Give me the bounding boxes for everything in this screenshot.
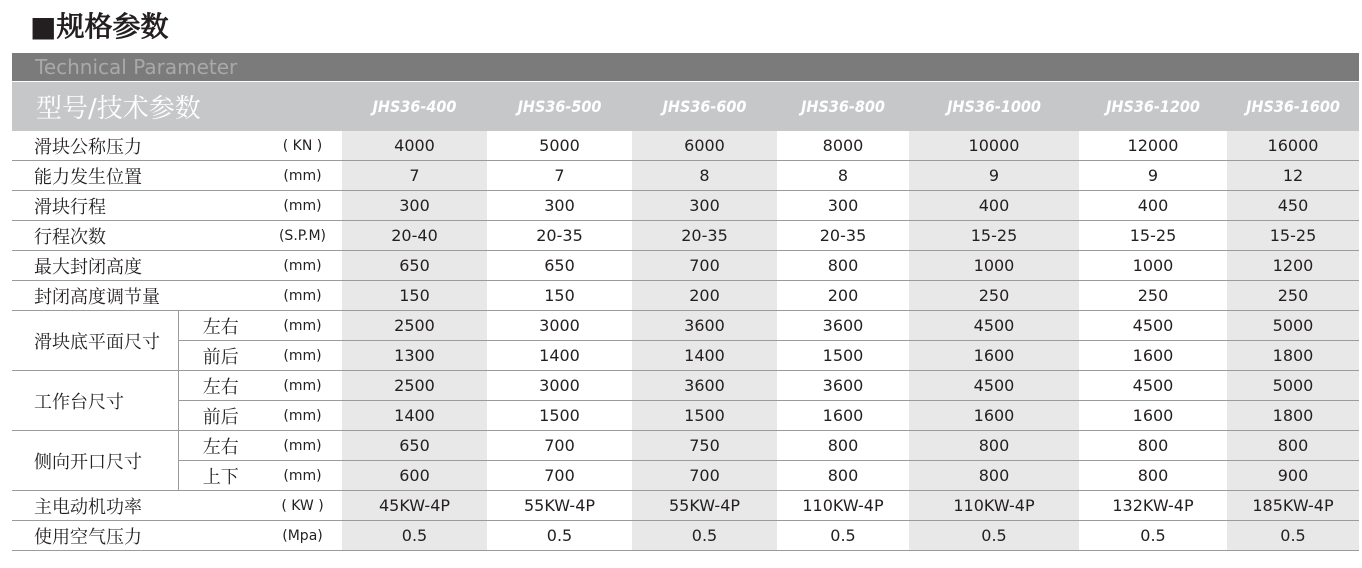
table-cell: 5000 bbox=[1227, 311, 1359, 341]
table-row bbox=[12, 161, 1359, 191]
table-cell: 45KW-4P bbox=[342, 491, 487, 521]
table-cell: 55KW-4P bbox=[632, 491, 777, 521]
table-cell: 1400 bbox=[487, 341, 632, 371]
table-cell: 3600 bbox=[777, 371, 909, 401]
table-cell: 800 bbox=[909, 461, 1079, 491]
table-cell: 20-40 bbox=[342, 221, 487, 251]
model-header: JHS36-1000 bbox=[909, 82, 1079, 131]
row-label: 滑块公称压力 bbox=[12, 131, 263, 161]
row-unit: (mm) bbox=[263, 251, 342, 281]
spec-table bbox=[12, 82, 1359, 551]
row-unit: (mm) bbox=[263, 161, 342, 191]
table-cell: 1400 bbox=[632, 341, 777, 371]
row-label: 封闭高度调节量 bbox=[12, 281, 263, 311]
row-group-label: 侧向开口尺寸 bbox=[12, 431, 178, 491]
row-unit: (mm) bbox=[263, 431, 342, 461]
table-cell: 20-35 bbox=[487, 221, 632, 251]
table-cell: 1500 bbox=[632, 401, 777, 431]
table-cell: 300 bbox=[777, 191, 909, 221]
table-cell: 0.5 bbox=[777, 521, 909, 551]
table-row bbox=[12, 281, 1359, 311]
table-cell: 10000 bbox=[909, 131, 1079, 161]
row-label: 滑块行程 bbox=[12, 191, 263, 221]
table-cell: 800 bbox=[777, 461, 909, 491]
table-cell: 700 bbox=[487, 431, 632, 461]
table-cell: 8000 bbox=[777, 131, 909, 161]
table-cell: 0.5 bbox=[909, 521, 1079, 551]
table-cell: 250 bbox=[1079, 281, 1227, 311]
table-cell: 9 bbox=[909, 161, 1079, 191]
row-sub-label: 前后 bbox=[178, 341, 263, 371]
table-cell: 900 bbox=[1227, 461, 1359, 491]
table-row bbox=[12, 461, 1359, 491]
table-cell: 12 bbox=[1227, 161, 1359, 191]
model-header: JHS36-1600 bbox=[1227, 82, 1359, 131]
table-cell: 0.5 bbox=[632, 521, 777, 551]
table-cell: 15-25 bbox=[909, 221, 1079, 251]
table-cell: 9 bbox=[1079, 161, 1227, 191]
table-cell: 7 bbox=[487, 161, 632, 191]
row-sub-label: 左右 bbox=[178, 431, 263, 461]
table-row bbox=[12, 491, 1359, 521]
table-cell: 1400 bbox=[342, 401, 487, 431]
row-sub-label: 上下 bbox=[178, 461, 263, 491]
row-unit: (mm) bbox=[263, 341, 342, 371]
table-cell: 800 bbox=[777, 251, 909, 281]
section-band-title: Technical Parameter bbox=[35, 55, 238, 79]
row-sub-label: 前后 bbox=[178, 401, 263, 431]
row-label: 使用空气压力 bbox=[12, 521, 263, 551]
table-cell: 750 bbox=[632, 431, 777, 461]
table-cell: 1000 bbox=[909, 251, 1079, 281]
table-cell: 250 bbox=[909, 281, 1079, 311]
table-cell: 800 bbox=[777, 431, 909, 461]
table-cell: 110KW-4P bbox=[909, 491, 1079, 521]
table-cell: 3600 bbox=[632, 371, 777, 401]
table-cell: 800 bbox=[909, 431, 1079, 461]
table-cell: 150 bbox=[487, 281, 632, 311]
table-cell: 1600 bbox=[1079, 341, 1227, 371]
table-cell: 200 bbox=[632, 281, 777, 311]
table-cell: 650 bbox=[342, 251, 487, 281]
table-cell: 1200 bbox=[1227, 251, 1359, 281]
row-label: 能力发生位置 bbox=[12, 161, 263, 191]
table-cell: 1600 bbox=[1079, 401, 1227, 431]
row-sub-label: 左右 bbox=[178, 311, 263, 341]
table-cell: 450 bbox=[1227, 191, 1359, 221]
row-unit: (mm) bbox=[263, 281, 342, 311]
table-cell: 7 bbox=[342, 161, 487, 191]
table-cell: 3600 bbox=[777, 311, 909, 341]
table-cell: 4500 bbox=[1079, 311, 1227, 341]
table-cell: 400 bbox=[909, 191, 1079, 221]
row-sub-label: 左右 bbox=[178, 371, 263, 401]
row-unit: (mm) bbox=[263, 401, 342, 431]
table-cell: 700 bbox=[487, 461, 632, 491]
table-cell: 20-35 bbox=[632, 221, 777, 251]
row-unit: ( KW ) bbox=[263, 491, 342, 521]
table-cell: 3000 bbox=[487, 371, 632, 401]
table-cell: 3000 bbox=[487, 311, 632, 341]
table-header-row bbox=[12, 82, 1359, 131]
table-cell: 4000 bbox=[342, 131, 487, 161]
table-row bbox=[12, 131, 1359, 161]
table-cell: 1600 bbox=[777, 401, 909, 431]
row-unit: ( KN ) bbox=[263, 131, 342, 161]
table-cell: 16000 bbox=[1227, 131, 1359, 161]
table-cell: 3600 bbox=[632, 311, 777, 341]
table-row bbox=[12, 341, 1359, 371]
table-cell: 650 bbox=[342, 431, 487, 461]
model-header: JHS36-800 bbox=[777, 82, 909, 131]
table-cell: 4500 bbox=[1079, 371, 1227, 401]
table-cell: 600 bbox=[342, 461, 487, 491]
table-cell: 650 bbox=[487, 251, 632, 281]
table-cell: 0.5 bbox=[1227, 521, 1359, 551]
table-cell: 0.5 bbox=[1079, 521, 1227, 551]
page-title: ■规格参数 bbox=[30, 10, 169, 43]
row-unit: (S.P.M) bbox=[263, 221, 342, 251]
row-group-label: 工作台尺寸 bbox=[12, 371, 178, 431]
table-cell: 1600 bbox=[909, 341, 1079, 371]
table-cell: 700 bbox=[632, 251, 777, 281]
row-label: 主电动机功率 bbox=[12, 491, 263, 521]
table-cell: 15-25 bbox=[1079, 221, 1227, 251]
table-cell: 2500 bbox=[342, 371, 487, 401]
table-row bbox=[12, 401, 1359, 431]
table-cell: 4500 bbox=[909, 371, 1079, 401]
section-band bbox=[12, 53, 1359, 81]
table-cell: 250 bbox=[1227, 281, 1359, 311]
table-cell: 4500 bbox=[909, 311, 1079, 341]
table-cell: 300 bbox=[487, 191, 632, 221]
table-cell: 20-35 bbox=[777, 221, 909, 251]
table-cell: 2500 bbox=[342, 311, 487, 341]
table-header-label: 型号/技术参数 bbox=[12, 82, 342, 131]
table-cell: 1500 bbox=[487, 401, 632, 431]
table-cell: 110KW-4P bbox=[777, 491, 909, 521]
row-unit: (Mpa) bbox=[263, 521, 342, 551]
table-cell: 300 bbox=[342, 191, 487, 221]
table-cell: 185KW-4P bbox=[1227, 491, 1359, 521]
table-row bbox=[12, 431, 1359, 461]
row-unit: (mm) bbox=[263, 191, 342, 221]
table-cell: 1000 bbox=[1079, 251, 1227, 281]
table-cell: 800 bbox=[1079, 431, 1227, 461]
table-cell: 400 bbox=[1079, 191, 1227, 221]
row-label: 最大封闭高度 bbox=[12, 251, 263, 281]
table-cell: 5000 bbox=[487, 131, 632, 161]
table-cell: 200 bbox=[777, 281, 909, 311]
table-cell: 0.5 bbox=[487, 521, 632, 551]
table-row bbox=[12, 521, 1359, 551]
table-cell: 1800 bbox=[1227, 401, 1359, 431]
table-cell: 1800 bbox=[1227, 341, 1359, 371]
table-cell: 0.5 bbox=[342, 521, 487, 551]
table-cell: 800 bbox=[1079, 461, 1227, 491]
row-unit: (mm) bbox=[263, 311, 342, 341]
row-label: 行程次数 bbox=[12, 221, 263, 251]
table-cell: 150 bbox=[342, 281, 487, 311]
model-header: JHS36-500 bbox=[487, 82, 632, 131]
table-row bbox=[12, 371, 1359, 401]
table-row bbox=[12, 191, 1359, 221]
table-cell: 300 bbox=[632, 191, 777, 221]
model-header: JHS36-600 bbox=[632, 82, 777, 131]
table-cell: 8 bbox=[632, 161, 777, 191]
row-group-label: 滑块底平面尺寸 bbox=[12, 311, 178, 371]
table-row bbox=[12, 311, 1359, 341]
row-unit: (mm) bbox=[263, 461, 342, 491]
model-header: JHS36-1200 bbox=[1079, 82, 1227, 131]
table-cell: 1300 bbox=[342, 341, 487, 371]
table-cell: 1600 bbox=[909, 401, 1079, 431]
row-unit: (mm) bbox=[263, 371, 342, 401]
table-cell: 8 bbox=[777, 161, 909, 191]
model-header: JHS36-400 bbox=[342, 82, 487, 131]
table-cell: 12000 bbox=[1079, 131, 1227, 161]
table-cell: 15-25 bbox=[1227, 221, 1359, 251]
table-cell: 5000 bbox=[1227, 371, 1359, 401]
table-cell: 55KW-4P bbox=[487, 491, 632, 521]
table-row bbox=[12, 251, 1359, 281]
table-cell: 800 bbox=[1227, 431, 1359, 461]
table-cell: 1500 bbox=[777, 341, 909, 371]
table-cell: 6000 bbox=[632, 131, 777, 161]
table-cell: 700 bbox=[632, 461, 777, 491]
table-row bbox=[12, 221, 1359, 251]
table-cell: 132KW-4P bbox=[1079, 491, 1227, 521]
